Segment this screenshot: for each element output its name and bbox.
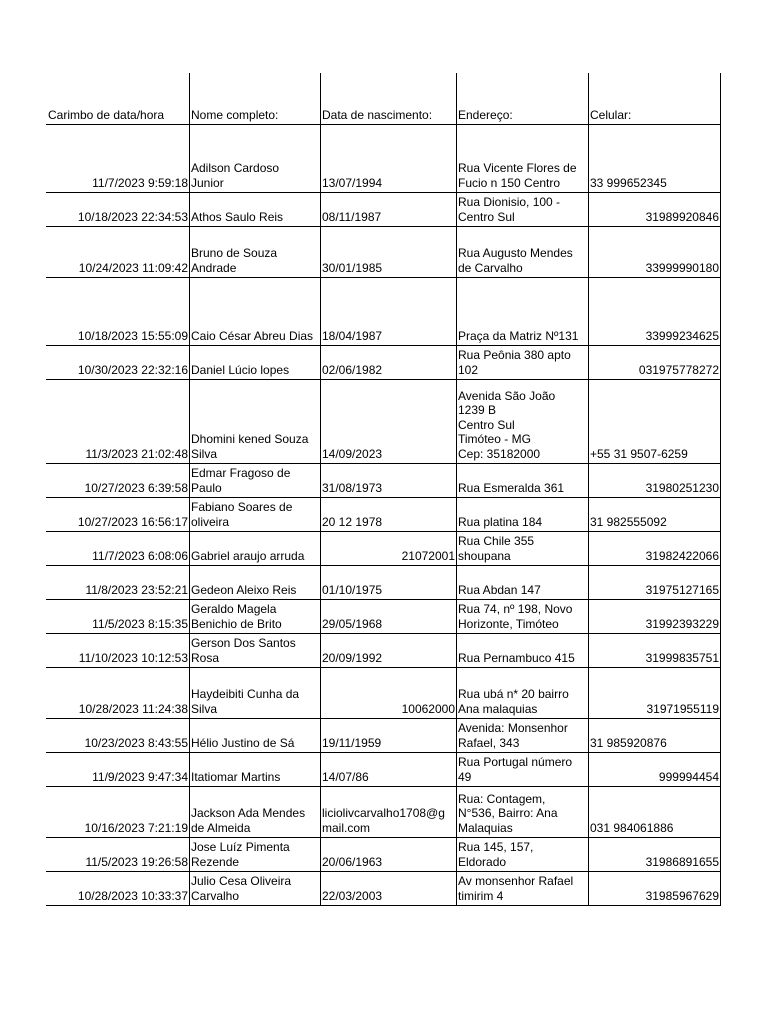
cell-birth-date bbox=[320, 192, 456, 226]
cell-address-text: Rua ubá n* 20 bairro Ana malaquias bbox=[458, 687, 569, 716]
cell-timestamp-text: 10/18/2023 15:55:09 bbox=[77, 328, 188, 343]
cell-address bbox=[456, 531, 588, 565]
cell-full-name-text: Gabriel araujo arruda bbox=[191, 548, 305, 563]
cell-timestamp-text: 10/23/2023 8:43:55 bbox=[84, 735, 188, 750]
cell-address-text: Avenida: Monsenhor Rafael, 343 bbox=[458, 721, 568, 750]
header-cellphone bbox=[588, 73, 720, 124]
cell-birth-date-text: 01/10/1975 bbox=[322, 582, 383, 597]
cell-cellphone bbox=[588, 345, 720, 379]
cell-full-name bbox=[189, 345, 320, 379]
header-timestamp bbox=[46, 73, 189, 124]
cell-timestamp bbox=[46, 599, 189, 633]
cell-cellphone-text: 031 984061886 bbox=[590, 820, 674, 835]
cell-birth-date-text: 13/07/1994 bbox=[322, 175, 383, 190]
cell-address-text: Rua platina 184 bbox=[458, 514, 543, 529]
cell-timestamp bbox=[46, 871, 189, 905]
cell-full-name bbox=[189, 379, 320, 463]
cell-birth-date-text: 20/06/1963 bbox=[322, 854, 383, 869]
cell-full-name-text: Itatiomar Martins bbox=[191, 769, 281, 784]
header-cellphone-text: Celular: bbox=[590, 107, 632, 122]
cell-full-name-text: Bruno de Souza Andrade bbox=[191, 246, 278, 275]
cell-full-name bbox=[189, 531, 320, 565]
cell-address-text: Rua 74, nº 198, Novo Horizonte, Timóteo bbox=[458, 602, 573, 631]
cell-cellphone-text: 31989920846 bbox=[645, 209, 719, 224]
cell-full-name bbox=[189, 277, 320, 345]
cell-cellphone-text: 31 982555092 bbox=[590, 514, 667, 529]
cell-cellphone bbox=[588, 379, 720, 463]
header-address-text: Endereço: bbox=[458, 107, 513, 122]
cell-address bbox=[456, 124, 588, 192]
cell-timestamp-text: 11/10/2023 10:12:53 bbox=[78, 650, 188, 665]
header-address bbox=[456, 73, 588, 124]
cell-cellphone-text: 31971955119 bbox=[646, 701, 719, 716]
cell-full-name-text: Julio Cesa Oliveira Carvalho bbox=[191, 874, 292, 903]
cell-address bbox=[456, 599, 588, 633]
cell-birth-date bbox=[320, 667, 456, 718]
cell-full-name bbox=[189, 497, 320, 531]
cell-address-text: Rua Peônia 380 apto 102 bbox=[458, 348, 571, 377]
cell-full-name bbox=[189, 837, 320, 871]
cell-full-name-text: Jose Luíz Pimenta Rezende bbox=[191, 840, 290, 869]
cell-timestamp-text: 11/3/2023 21:02:48 bbox=[85, 446, 188, 461]
cell-cellphone-text: 33999234625 bbox=[645, 328, 719, 343]
cell-birth-date-text: 14/09/2023 bbox=[322, 446, 383, 461]
cell-address bbox=[456, 667, 588, 718]
cell-cellphone bbox=[588, 277, 720, 345]
cell-timestamp-text: 10/28/2023 10:33:37 bbox=[77, 888, 188, 903]
cell-full-name bbox=[189, 124, 320, 192]
cell-timestamp-text: 10/28/2023 11:24:38 bbox=[78, 701, 188, 716]
cell-birth-date-text: 02/06/1982 bbox=[322, 362, 383, 377]
cell-address-text: Rua Abdan 147 bbox=[458, 582, 541, 597]
cell-address-text: Rua Chile 355 shoupana bbox=[458, 534, 535, 563]
cell-cellphone-text: 31975127165 bbox=[645, 582, 719, 597]
cell-full-name bbox=[189, 667, 320, 718]
cell-cellphone-text: 33999990180 bbox=[645, 260, 719, 275]
cell-cellphone bbox=[588, 192, 720, 226]
cell-timestamp-text: 11/5/2023 19:26:58 bbox=[85, 854, 188, 869]
cell-timestamp-text: 11/5/2023 8:15:35 bbox=[92, 616, 188, 631]
cell-full-name bbox=[189, 226, 320, 277]
column-divider bbox=[720, 73, 721, 906]
cell-full-name-text: Edmar Fragoso de Paulo bbox=[191, 466, 291, 495]
cell-timestamp bbox=[46, 192, 189, 226]
cell-birth-date-text: 21072001 bbox=[401, 548, 455, 563]
cell-timestamp bbox=[46, 633, 189, 667]
cell-timestamp bbox=[46, 786, 189, 837]
cell-timestamp-text: 11/9/2023 9:47:34 bbox=[92, 769, 188, 784]
cell-address bbox=[456, 277, 588, 345]
cell-full-name bbox=[189, 871, 320, 905]
cell-address bbox=[456, 379, 588, 463]
cell-birth-date bbox=[320, 837, 456, 871]
header-birth-date-text: Data de nascimento: bbox=[322, 107, 433, 122]
cell-timestamp-text: 11/8/2023 23:52:21 bbox=[85, 582, 188, 597]
cell-birth-date-text: 31/08/1973 bbox=[322, 480, 383, 495]
cell-full-name bbox=[189, 565, 320, 599]
cell-cellphone bbox=[588, 124, 720, 192]
cell-cellphone bbox=[588, 871, 720, 905]
cell-address-text: Praça da Matriz Nº131 bbox=[458, 328, 579, 343]
cell-cellphone-text: 31999835751 bbox=[645, 650, 719, 665]
header-full-name bbox=[189, 73, 320, 124]
cell-full-name-text: Adilson Cardoso Junior bbox=[191, 161, 280, 190]
cell-timestamp-text: 10/16/2023 7:21:19 bbox=[84, 820, 188, 835]
cell-full-name-text: Jackson Ada Mendes de Almeida bbox=[191, 806, 306, 835]
cell-birth-date bbox=[320, 531, 456, 565]
cell-cellphone-text: 31982422066 bbox=[645, 548, 719, 563]
cell-birth-date bbox=[320, 752, 456, 786]
cell-birth-date-text: 10062000 bbox=[401, 701, 455, 716]
cell-birth-date-text: 30/01/1985 bbox=[322, 260, 383, 275]
header-full-name-text: Nome completo: bbox=[191, 107, 279, 122]
cell-address bbox=[456, 871, 588, 905]
cell-address-text: Rua Pernambuco 415 bbox=[458, 650, 575, 665]
cell-address bbox=[456, 192, 588, 226]
cell-address bbox=[456, 226, 588, 277]
cell-timestamp-text: 10/27/2023 16:56:17 bbox=[77, 514, 188, 529]
cell-birth-date bbox=[320, 786, 456, 837]
cell-birth-date bbox=[320, 463, 456, 497]
cell-cellphone bbox=[588, 786, 720, 837]
cell-full-name-text: Caio César Abreu Dias bbox=[191, 328, 314, 343]
cell-birth-date-text: liciolivcarvalho1708@g mail.com bbox=[322, 806, 445, 835]
cell-address bbox=[456, 565, 588, 599]
cell-timestamp bbox=[46, 837, 189, 871]
cell-cellphone bbox=[588, 565, 720, 599]
cell-address bbox=[456, 633, 588, 667]
cell-birth-date bbox=[320, 226, 456, 277]
cell-address-text: Rua 145, 157, Eldorado bbox=[458, 840, 534, 869]
cell-timestamp-text: 10/30/2023 22:32:16 bbox=[77, 362, 188, 377]
cell-full-name-text: Gedeon Aleixo Reis bbox=[191, 582, 297, 597]
cell-timestamp bbox=[46, 226, 189, 277]
cell-full-name-text: Athos Saulo Reis bbox=[191, 209, 284, 224]
cell-full-name-text: Haydeibiti Cunha da Silva bbox=[191, 687, 300, 716]
cell-cellphone-text: +55 31 9507-6259 bbox=[590, 446, 688, 461]
cell-birth-date-text: 08/11/1987 bbox=[322, 209, 382, 224]
cell-cellphone-text: 031975778272 bbox=[638, 362, 719, 377]
cell-timestamp bbox=[46, 277, 189, 345]
cell-cellphone bbox=[588, 667, 720, 718]
cell-address bbox=[456, 786, 588, 837]
cell-full-name bbox=[189, 463, 320, 497]
cell-birth-date-text: 20 12 1978 bbox=[322, 514, 383, 529]
cell-address-text: Rua: Contagem, N°536, Bairro: Ana Malaquias bbox=[458, 791, 558, 835]
cell-cellphone bbox=[588, 497, 720, 531]
cell-birth-date bbox=[320, 599, 456, 633]
cell-full-name-text: Hélio Justino de Sá bbox=[191, 735, 295, 750]
cell-cellphone bbox=[588, 463, 720, 497]
cell-timestamp-text: 10/24/2023 11:09:42 bbox=[78, 260, 188, 275]
cell-birth-date bbox=[320, 871, 456, 905]
cell-full-name-text: Fabiano Soares de oliveira bbox=[191, 500, 293, 529]
cell-birth-date-text: 20/09/1992 bbox=[322, 650, 383, 665]
cell-birth-date bbox=[320, 345, 456, 379]
cell-cellphone-text: 33 999652345 bbox=[590, 175, 667, 190]
cell-address bbox=[456, 345, 588, 379]
cell-timestamp bbox=[46, 718, 189, 752]
cell-timestamp bbox=[46, 565, 189, 599]
cell-birth-date-text: 18/04/1987 bbox=[322, 328, 383, 343]
cell-address-text: Av monsenhor Rafael timirim 4 bbox=[458, 874, 574, 903]
cell-cellphone-text: 999994454 bbox=[658, 769, 719, 784]
cell-birth-date bbox=[320, 565, 456, 599]
cell-address bbox=[456, 752, 588, 786]
cell-cellphone bbox=[588, 599, 720, 633]
cell-birth-date bbox=[320, 718, 456, 752]
cell-timestamp bbox=[46, 463, 189, 497]
cell-birth-date-text: 14/07/86 bbox=[322, 769, 369, 784]
cell-full-name bbox=[189, 718, 320, 752]
cell-address bbox=[456, 497, 588, 531]
cell-address bbox=[456, 718, 588, 752]
cell-cellphone bbox=[588, 531, 720, 565]
cell-birth-date bbox=[320, 277, 456, 345]
cell-cellphone bbox=[588, 718, 720, 752]
cell-cellphone bbox=[588, 837, 720, 871]
cell-birth-date-text: 29/05/1968 bbox=[322, 616, 383, 631]
cell-address-text: Rua Augusto Mendes de Carvalho bbox=[458, 246, 573, 275]
cell-full-name bbox=[189, 752, 320, 786]
cell-birth-date-text: 19/11/1959 bbox=[322, 735, 382, 750]
header-timestamp-text: Carimbo de data/hora bbox=[48, 107, 165, 122]
cell-birth-date bbox=[320, 633, 456, 667]
cell-address bbox=[456, 837, 588, 871]
cell-cellphone-text: 31985967629 bbox=[645, 888, 719, 903]
cell-full-name bbox=[189, 786, 320, 837]
cell-cellphone-text: 31 985920876 bbox=[590, 735, 667, 750]
cell-address-text: Rua Esmeralda 361 bbox=[458, 480, 565, 495]
cell-timestamp-text: 10/27/2023 6:39:58 bbox=[84, 480, 188, 495]
cell-cellphone-text: 31992393229 bbox=[645, 616, 719, 631]
cell-full-name-text: Daniel Lúcio lopes bbox=[191, 362, 290, 377]
cell-cellphone bbox=[588, 752, 720, 786]
cell-timestamp bbox=[46, 124, 189, 192]
cell-cellphone bbox=[588, 633, 720, 667]
cell-birth-date-text: 22/03/2003 bbox=[322, 888, 383, 903]
cell-birth-date bbox=[320, 497, 456, 531]
cell-address-text: Avenida São João 1239 B Centro Sul Timóteo - MG Cep: 35182000 bbox=[458, 388, 556, 461]
cell-timestamp bbox=[46, 667, 189, 718]
cell-timestamp bbox=[46, 531, 189, 565]
row-border bbox=[46, 905, 721, 906]
cell-full-name-text: Dhomini kened Souza Silva bbox=[191, 432, 309, 461]
cell-address-text: Rua Dionisio, 100 - Centro Sul bbox=[458, 195, 561, 224]
cell-timestamp-text: 11/7/2023 6:08:06 bbox=[92, 548, 188, 563]
cell-timestamp bbox=[46, 497, 189, 531]
cell-birth-date bbox=[320, 124, 456, 192]
cell-cellphone bbox=[588, 226, 720, 277]
cell-cellphone-text: 31980251230 bbox=[645, 480, 719, 495]
cell-birth-date bbox=[320, 379, 456, 463]
cell-timestamp bbox=[46, 379, 189, 463]
cell-timestamp-text: 11/7/2023 9:59:18 bbox=[92, 175, 188, 190]
cell-full-name bbox=[189, 633, 320, 667]
cell-timestamp bbox=[46, 345, 189, 379]
cell-full-name-text: Gerson Dos Santos Rosa bbox=[191, 636, 296, 665]
cell-full-name-text: Geraldo Magela Benichio de Brito bbox=[191, 602, 282, 631]
cell-full-name bbox=[189, 599, 320, 633]
cell-timestamp bbox=[46, 752, 189, 786]
header-birth-date bbox=[320, 73, 456, 124]
cell-address-text: Rua Vicente Flores de Fucio n 150 Centro bbox=[458, 161, 577, 190]
cell-timestamp-text: 10/18/2023 22:34:53 bbox=[77, 209, 188, 224]
cell-cellphone-text: 31986891655 bbox=[645, 854, 719, 869]
cell-address-text: Rua Portugal número 49 bbox=[458, 755, 573, 784]
cell-address bbox=[456, 463, 588, 497]
cell-full-name bbox=[189, 192, 320, 226]
